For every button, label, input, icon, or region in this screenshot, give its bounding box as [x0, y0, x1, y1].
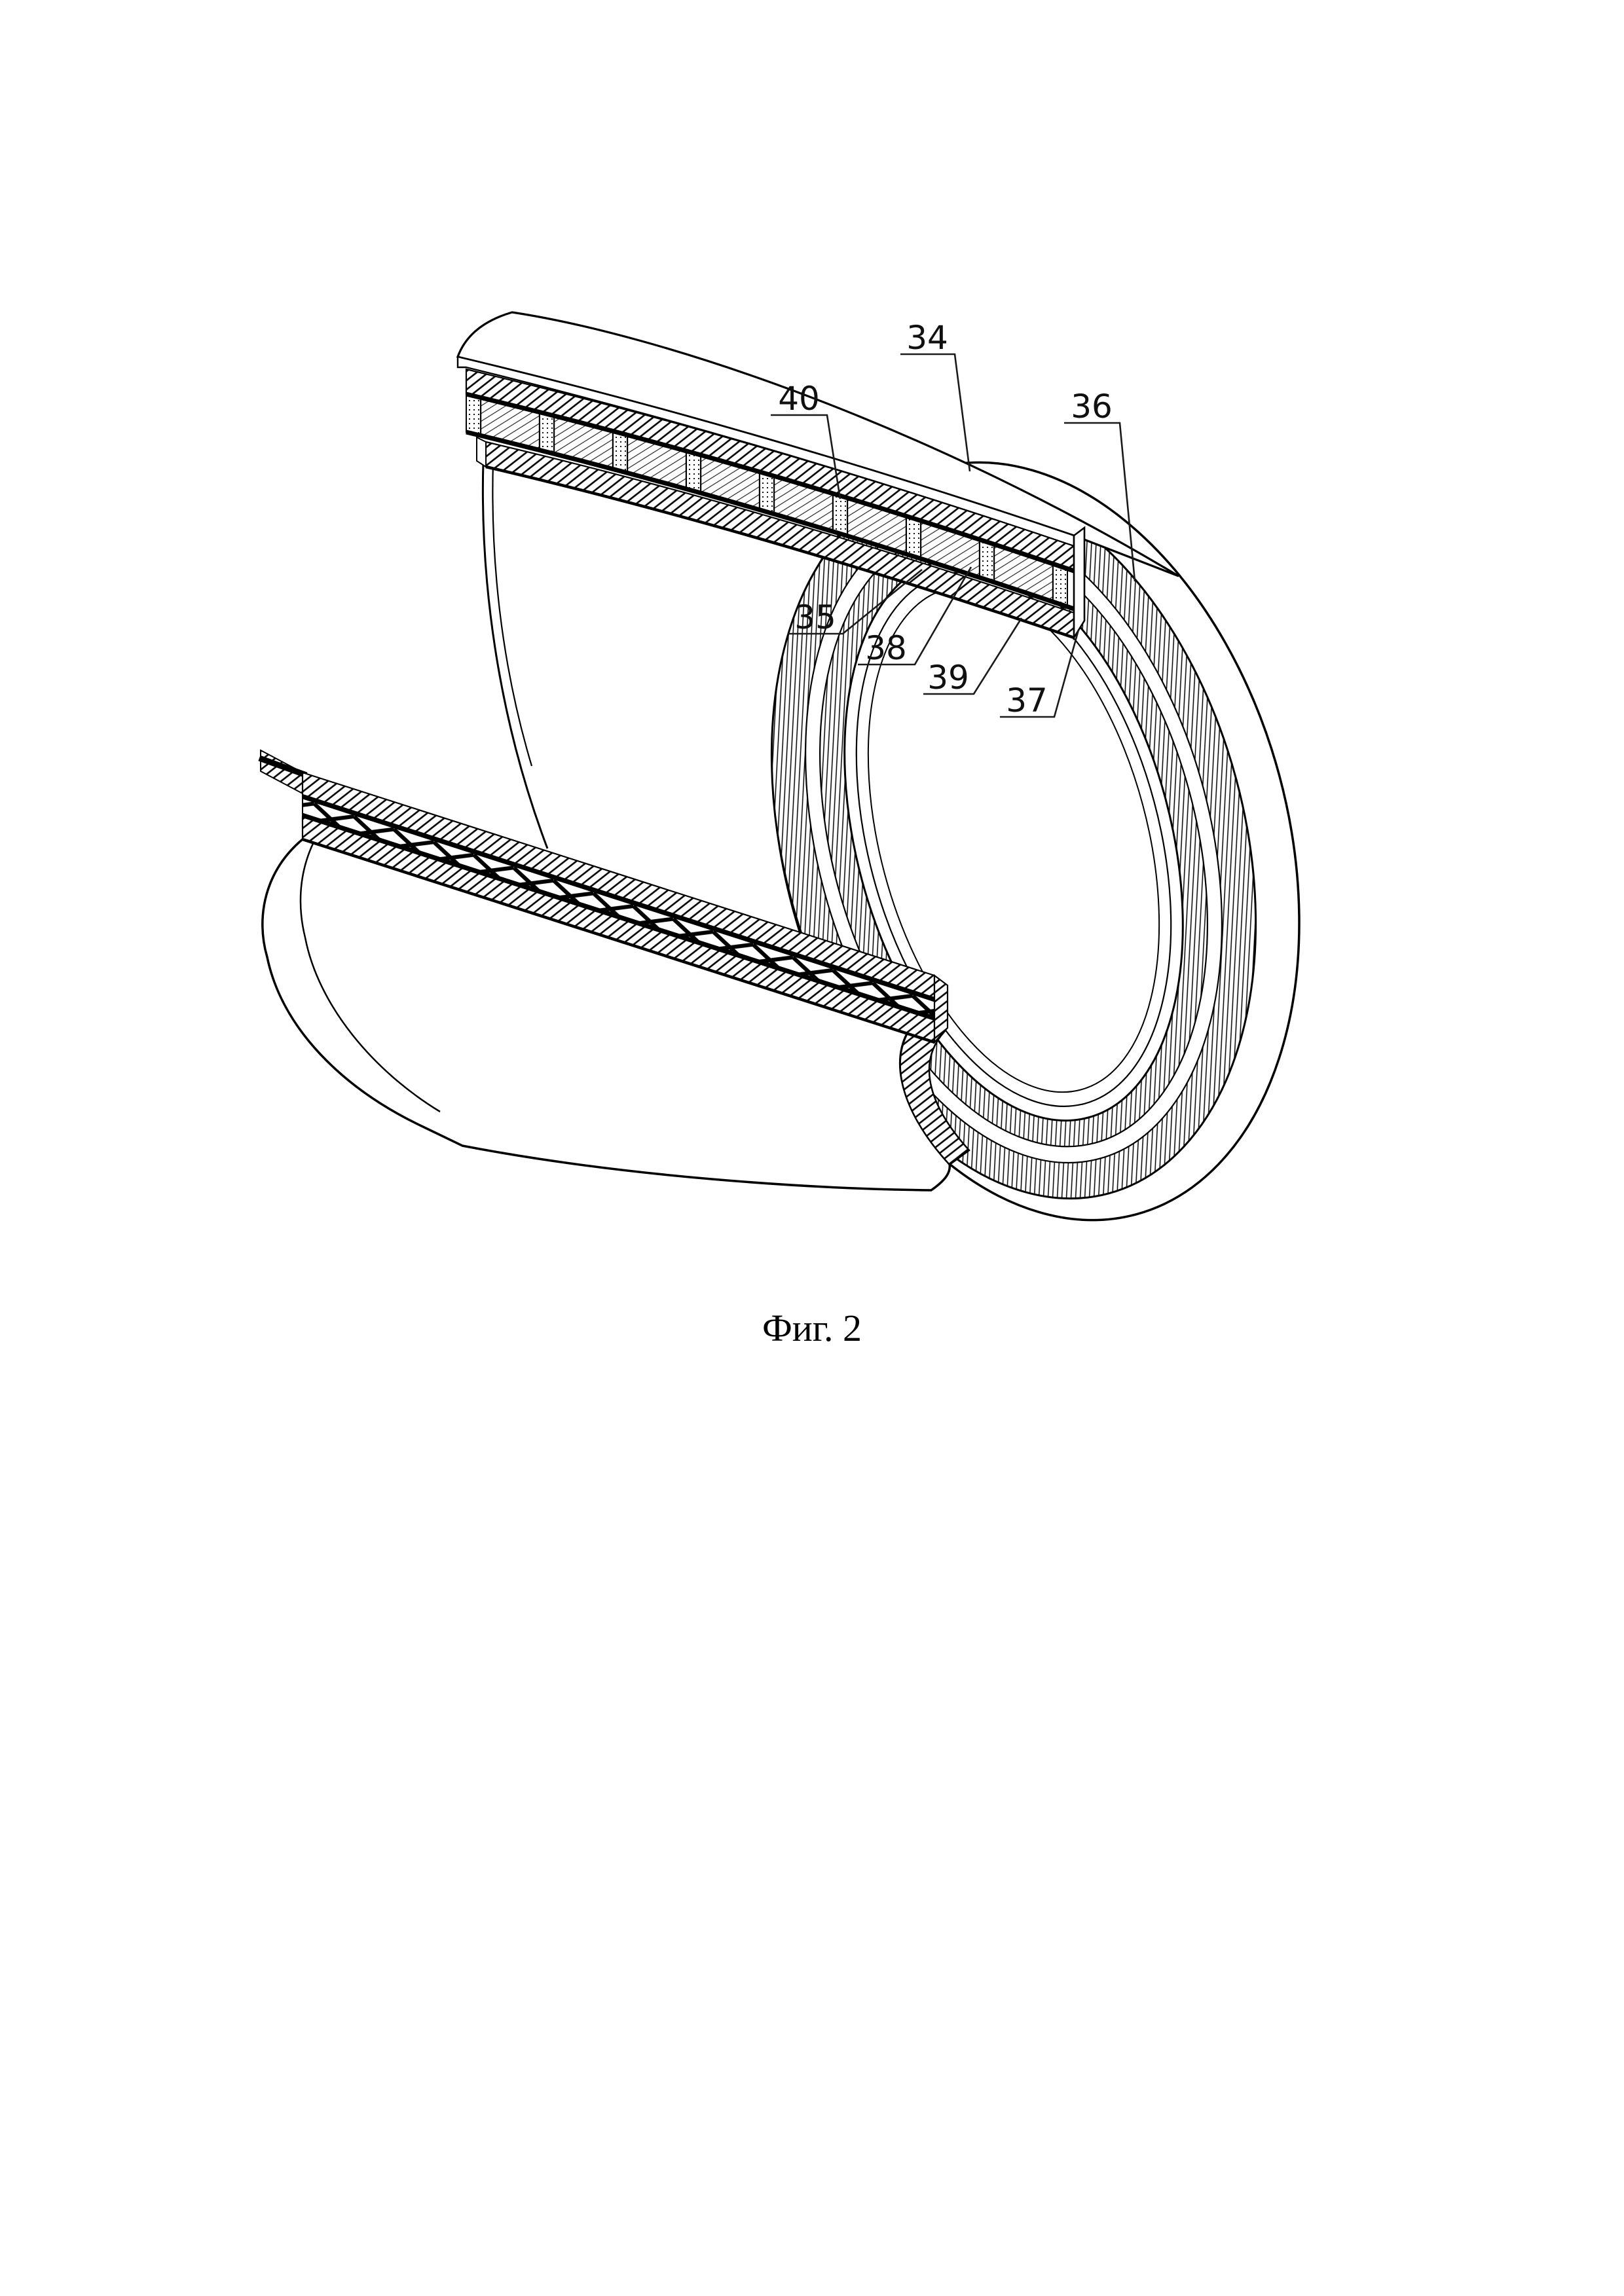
panel-end-face [1074, 528, 1084, 638]
part-label-37: 37 [1006, 682, 1048, 720]
core-spacer [906, 517, 921, 558]
lower-skin-left-step [477, 437, 486, 467]
figure-caption: Фиг. 2 [762, 1307, 862, 1349]
part-label-38: 38 [865, 629, 907, 667]
core-spacer [540, 412, 554, 454]
core-spacer [833, 494, 847, 536]
core-spacer [613, 431, 627, 473]
part-label-35: 35 [794, 598, 836, 636]
shell-far-cut-edge-inner [492, 462, 532, 766]
part-label-36: 36 [1071, 388, 1113, 426]
part-label-34: 34 [906, 319, 948, 357]
part-label-39: 39 [927, 659, 969, 697]
part-label-40: 40 [778, 380, 820, 418]
core-spacer [760, 472, 774, 514]
